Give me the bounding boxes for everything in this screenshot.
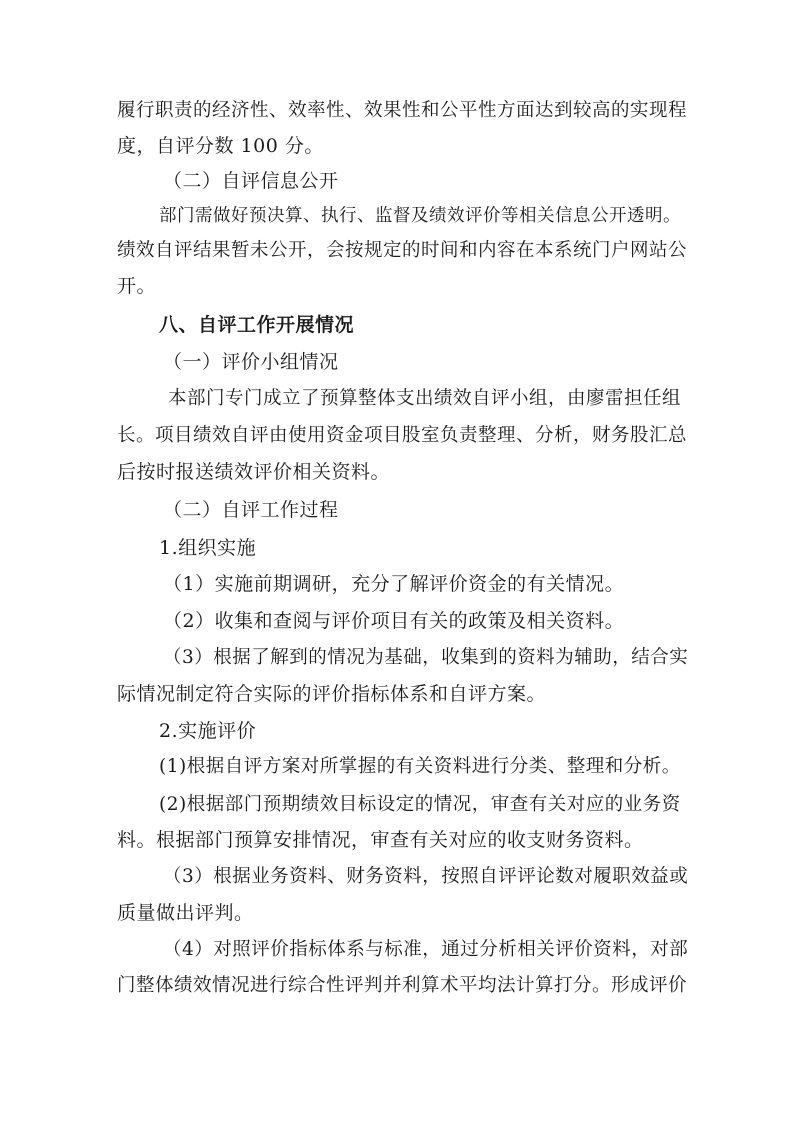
list-item: （3）根据业务资料、财务资料，按照自评评论数对履职效益或 [163, 866, 689, 887]
paragraph-line: 开。 [117, 275, 157, 297]
list-item: (2)根据部门预期绩效目标设定的情况，审查有关对应的业务资 [159, 794, 681, 815]
list-item-continued: 料。根据部门预算安排情况，审查有关对应的收支财务资料。 [117, 829, 644, 851]
item-heading: 1.组织实施 [159, 537, 257, 559]
list-item: （4）对照评价指标体系与标准，通过分析相关评价资料，对部 [163, 939, 689, 960]
paragraph-line: 后按时报送绩效评价相关资料。 [117, 461, 391, 483]
subsection-heading: （二）自评工作过程 [163, 499, 339, 521]
paragraph-line: 履行职责的经济性、效率性、效果性和公平性方面达到较高的实现程 [117, 100, 688, 121]
list-item-continued: 质量做出评判。 [117, 902, 254, 924]
paragraph-line: 绩效自评结果暂未公开，会按规定的时间和内容在本系统门户网站公 [117, 240, 688, 261]
section-heading: 八、自评工作开展情况 [159, 314, 355, 336]
paragraph-line: 度，自评分数 100 分。 [117, 135, 324, 157]
item-heading: 2.实施评价 [159, 720, 257, 742]
list-item: (1)根据自评方案对所掌握的有关资料进行分类、整理和分析。 [159, 756, 681, 777]
list-item: （3）根据了解到的情况为基础，收集到的资料为辅助，结合实 [163, 647, 689, 668]
list-item-continued: 际情况制定符合实际的评价指标体系和自评方案。 [117, 683, 547, 705]
paragraph-line: 部门需做好预决算、执行、监督及绩效评价等相关信息公开透明。 [159, 206, 681, 226]
list-item: （1）实施前期调研，充分了解评价资金的有关情况。 [163, 573, 625, 595]
list-item: （2）收集和查阅与评价项目有关的政策及相关资料。 [163, 610, 625, 632]
subsection-heading: （二）自评信息公开 [163, 170, 339, 192]
list-item-continued: 门整体绩效情况进行综合性评判并利算术平均法计算打分。形成评价 [117, 975, 688, 996]
paragraph-line: 长。项目绩效自评由使用资金项目股室负责整理、分析，财务股汇总 [117, 425, 688, 446]
subsection-heading: （一）评价小组情况 [163, 351, 339, 373]
paragraph-line: 本部门专门成立了预算整体支出绩效自评小组，由廖雷担任组 [168, 388, 682, 409]
